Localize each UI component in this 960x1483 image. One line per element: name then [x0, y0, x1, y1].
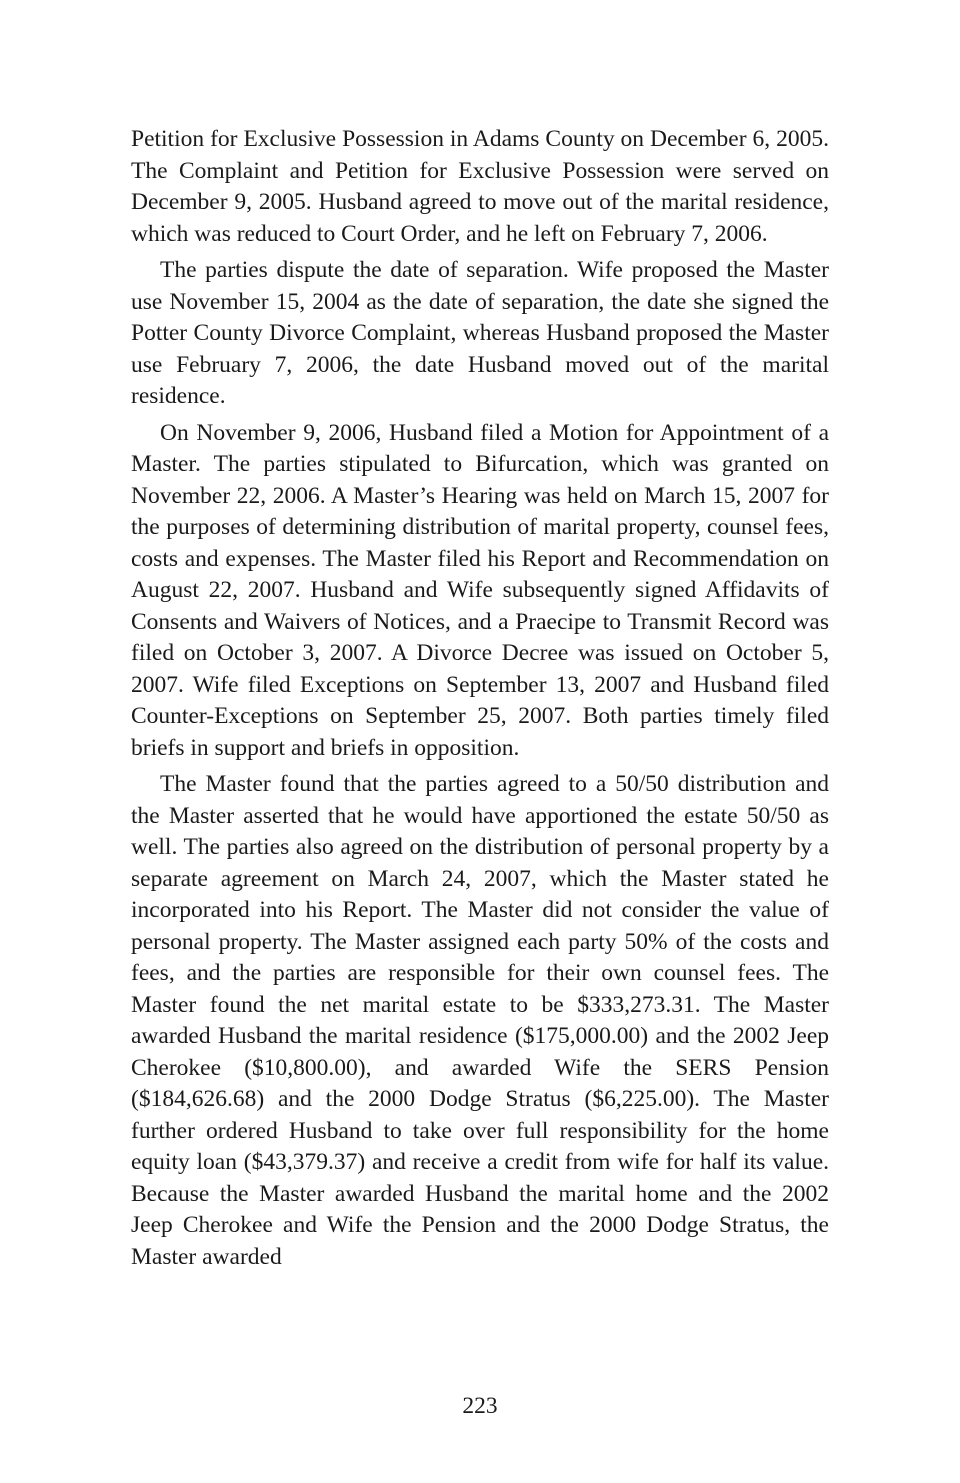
paragraph-master-findings: The Master found that the parties agreed to a 50/50 distribution and the Master asserted that he would have apportioned the estate 50/50 as well. The parties also agreed on the distribution of personal property by a separate agreement on March 24, 2007, which the Master stated he incorporated into his Report. The Master did not consider the value of personal property. The Master assigned each party 50% of the costs and fees, and the parties are responsible for their own counsel fees. The Master found the net marital estate to be $333,273.31. The Master awarded Husband the marital residence ($175,000.00) and the 2002 Jeep Cherokee ($10,800.00), and awarded Wife the SERS Pension ($184,626.68) and the 2000 Dodge Stratus ($6,225.00). The Master further ordered Husband to take over full responsibility for the home equity loan ($43,379.37) and receive a credit from wife for half its value. Because the Master awarded Husband the marital home and the 2002 Jeep Cherokee and Wife the Pension and the 2000 Dodge Stratus, the Master awarded — [131, 771, 829, 1270]
paragraph-procedural-history: On November 9, 2006, Husband filed a Motion for Appointment of a Master. The parties stipulated to Bifurcation, which was granted on November 22, 2006. A Master’s Hearing was held on March 15, 2007 for the purposes of determining distribution of marital property, counsel fees, costs and expenses. The Master filed his Report and Recommendation on August 22, 2007. Husband and Wife subsequently signed Affidavits of Consents and Waivers of Notices, and a Praecipe to Transmit Record was filed on October 3, 2007. A Divorce Decree was issued on October 5, 2007. Wife filed Exceptions on September 13, 2007 and Husband filed Counter-Exceptions on September 25, 2007. Both parties timely filed briefs in support and briefs in opposition. — [131, 419, 829, 761]
paragraph-continued: Petition for Exclusive Possession in Adams County on December 6, 2005. The Complaint and Petition for Exclusive Possession were served on December 9, 2005. Husband agreed to move out of the marital residence, which was reduced to Court Order, and he left on February 7, 2006. — [131, 126, 829, 247]
page-number: 223 — [462, 1393, 498, 1419]
paragraph-date-of-separation: The parties dispute the date of separation. Wife proposed the Master use November 15, 2004 as the date of separation, the date she signed the Potter County Divorce Complaint, whereas Husband proposed the Master use February 7, 2006, the date Husband moved out of the marital residence. — [131, 257, 829, 409]
document-body — [131, 124, 829, 1278]
